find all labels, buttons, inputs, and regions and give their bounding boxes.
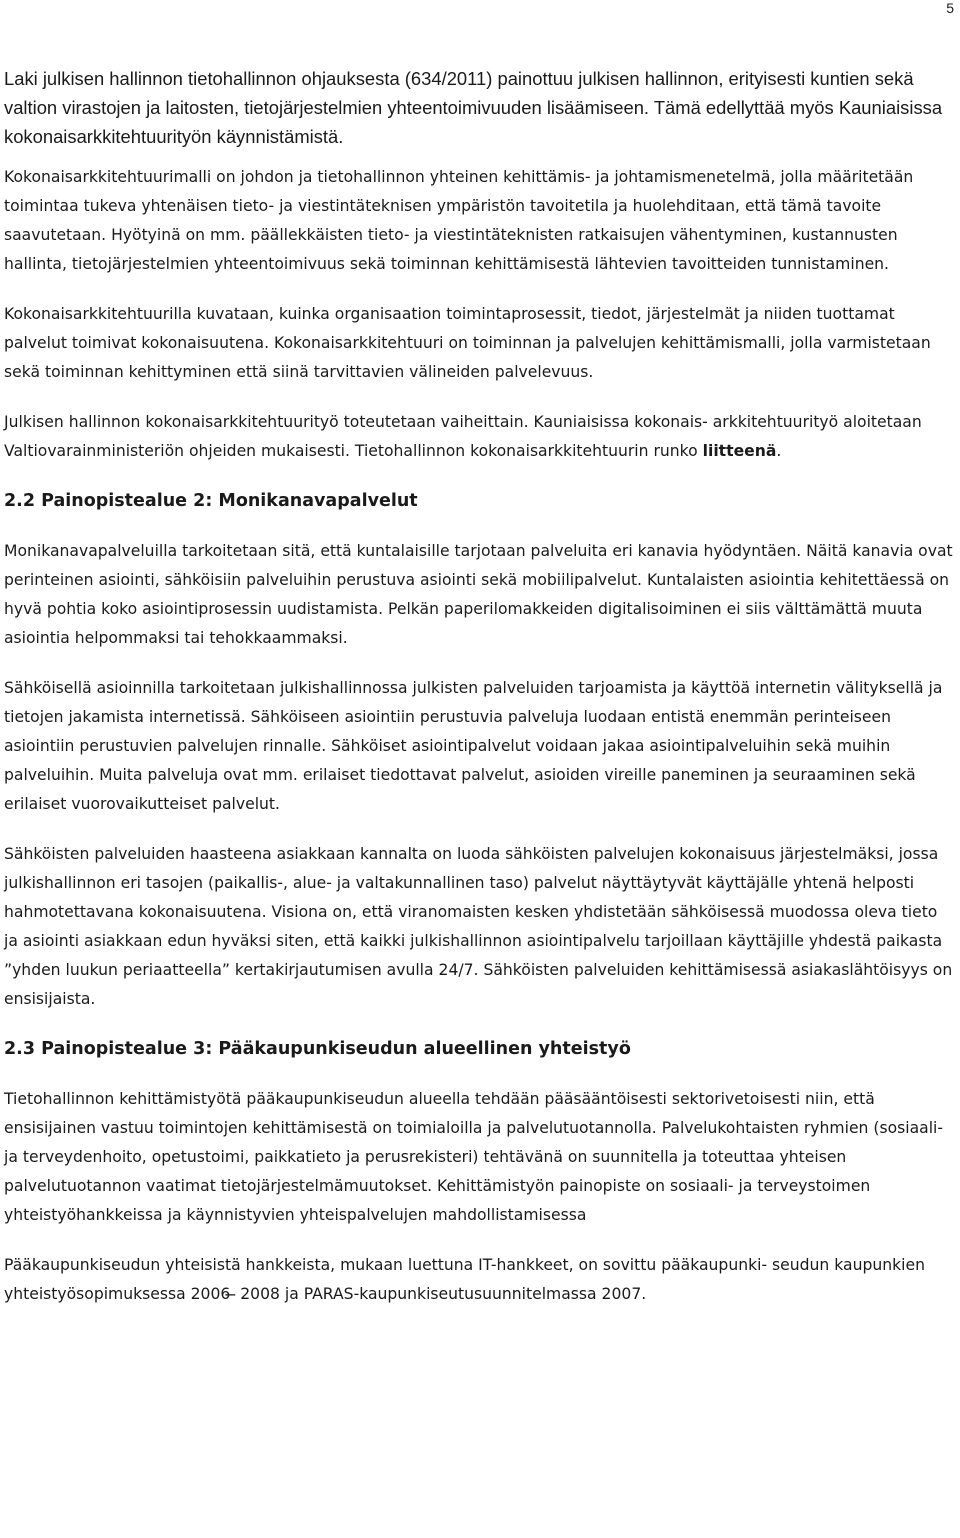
section-heading-2-2: 2.2 Painopistealue 2: Monikanavapalvelut <box>4 491 418 511</box>
appendix-emphasis: liitteenä <box>702 442 777 460</box>
paragraph-e-services-challenge: Sähköisten palveluiden haasteena asiakkaan kannalta on luoda sähköisten palvelujen kokonaisuus järjestelmäksi, jossa julkishallinnon eri tasojen (paikallis-, alue- ja valtakunnallinen taso) palvelut näyttäytyvät käyttäjälle yhtenä helposti hahmotettavana kokonaisuutena. Visiona on, että viranomaisten kesken yhdistetään sähköisessä muodossa oleva tieto ja asiointi asiakkaan edun hyväksi siten, että kaikki julkishallinnon asiointipalvelu tarjoillaan käyttäjille yhdestä paikasta ”yhden luukun periaatteella” kertakirjautumisen avulla 24/7. Sähköisten palveluiden kehittämisessä asiakaslähtöisyys on ensisijaista. <box>4 845 953 1008</box>
paragraph-end: . <box>776 442 782 460</box>
paragraph-e-services: Sähköisellä asioinnilla tarkoitetaan julkishallinnossa julkisten palveluiden tarjoamista ja käyttöä internetin välityksellä ja tietojen jakamista internetissä. Sähköiseen asiointiin perustuvia palveluja luodaan entistä enemmän perinteiseen asiointiin perustuvien palvelujen rinnalle. Sähköiset asiointipalvelut voidaan jakaa asiointipalveluihin sekä muihin palveluihin. Muita palveluja ovat mm. erilaiset tiedottavat palvelut, asioiden vireille paneminen ja seuraaminen sekä erilaiset vuorovaikutteiset palvelut. <box>4 679 943 813</box>
page-number: 5 <box>946 0 954 16</box>
paragraph-architecture-work <box>4 408 956 466</box>
section-heading-2-3: 2.3 Painopistealue 3: Pääkaupunkiseudun alueellinen yhteistyö <box>4 1039 631 1059</box>
document-body <box>4 64 956 1330</box>
paragraph-architecture-description: Kokonaisarkkitehtuurilla kuvataan, kuinka organisaation toimintaprosessit, tiedot, järjestelmät ja niiden tuottamat palvelut toimivat kokonaisuutena. Kokonaisarkkitehtuuri on toiminnan ja palvelujen kehittämismalli, jolla varmistetaan sekä toiminnan kehittyminen että siinä tarvittavien välineiden palvelevuus. <box>4 305 931 381</box>
paragraph-regional-development: Tietohallinnon kehittämistyötä pääkaupunkiseudun alueella tehdään pääsääntöisesti sektorivetoisesti niin, että ensisijainen vastuu toimintojen kehittämisestä on toimialoilla ja palvelutuotannolla. Palvelukohtaisten ryhmien (sosiaali- ja terveydenhoito, opetustoimi, paikkatieto ja perusrekisteri) tehtävänä on suunnitella ja toteuttaa yhteisen palvelutuotannon vaatimat tietojärjestelmämuutokset. Kehittämistyön painopiste on sosiaali- ja terveystoimen yhteistyöhankkeissa ja käynnistyvien yhteispalvelujen mahdollistamisessa <box>4 1090 943 1224</box>
paragraph-joint-projects: Pääkaupunkiseudun yhteisistä hankkeista, mukaan luettuna IT-hankkeet, on sovittu pääkaupunki- seudun kaupunkien yhteistyösopimuksessa 2006 ̶ 2008 ja PARAS-kaupunkiseutusuunnitelmassa 2007. <box>4 1256 925 1303</box>
paragraph-text: Julkisen hallinnon kokonaisarkkitehtuurityö toteutetaan vaiheittain. Kauniaisissa kokonais- arkkitehtuurityö aloitetaan Valtiovarainministeriön ohjeiden mukaisesti. Tietohallinnon kokonaisarkkitehtuurin runko <box>4 413 922 460</box>
paragraph-architecture-model: Kokonaisarkkitehtuurimalli on johdon ja tietohallinnon yhteinen kehittämis- ja johtamismenetelmä, jolla määritetään toimintaa tukeva yhtenäisen tieto- ja viestintäteknisen ympäristön tavoitetila ja huolehditaan, että tämä tavoite saavutetaan. Hyötyinä on mm. päällekkäisten tieto- ja viestintäteknisten ratkaisujen vähentyminen, kustannusten hallinta, tietojärjestelmien yhteentoimivuus sekä toiminnan kehittämisestä lähtevien tavoitteiden tunnistaminen. <box>4 168 914 273</box>
paragraph-law: Laki julkisen hallinnon tietohallinnon ohjauksesta (634/2011) painottuu julkisen hallinnon, erityisesti kuntien sekä valtion virastojen ja laitosten, tietojärjestelmien yhteentoimivuuden lisäämiseen. Tämä edellyttää myös Kauniaisissa kokonaisarkkitehtuurityön käynnistämistä. <box>4 68 943 147</box>
paragraph-multichannel: Monikanavapalveluilla tarkoitetaan sitä, että kuntalaisille tarjotaan palveluita eri kanavia hyödyntäen. Näitä kanavia ovat perinteinen asiointi, sähköisiin palveluihin perustuva asiointi sekä mobiilipalvelut. Kuntalaisten asiointia kehitettäessä on hyvä pohtia koko asiointiprosessin uudistamista. Pelkän paperilomakkeiden digitalisoiminen ei siis välttämättä muuta asiointia helpommaksi tai tehokkaammaksi. <box>4 542 953 647</box>
